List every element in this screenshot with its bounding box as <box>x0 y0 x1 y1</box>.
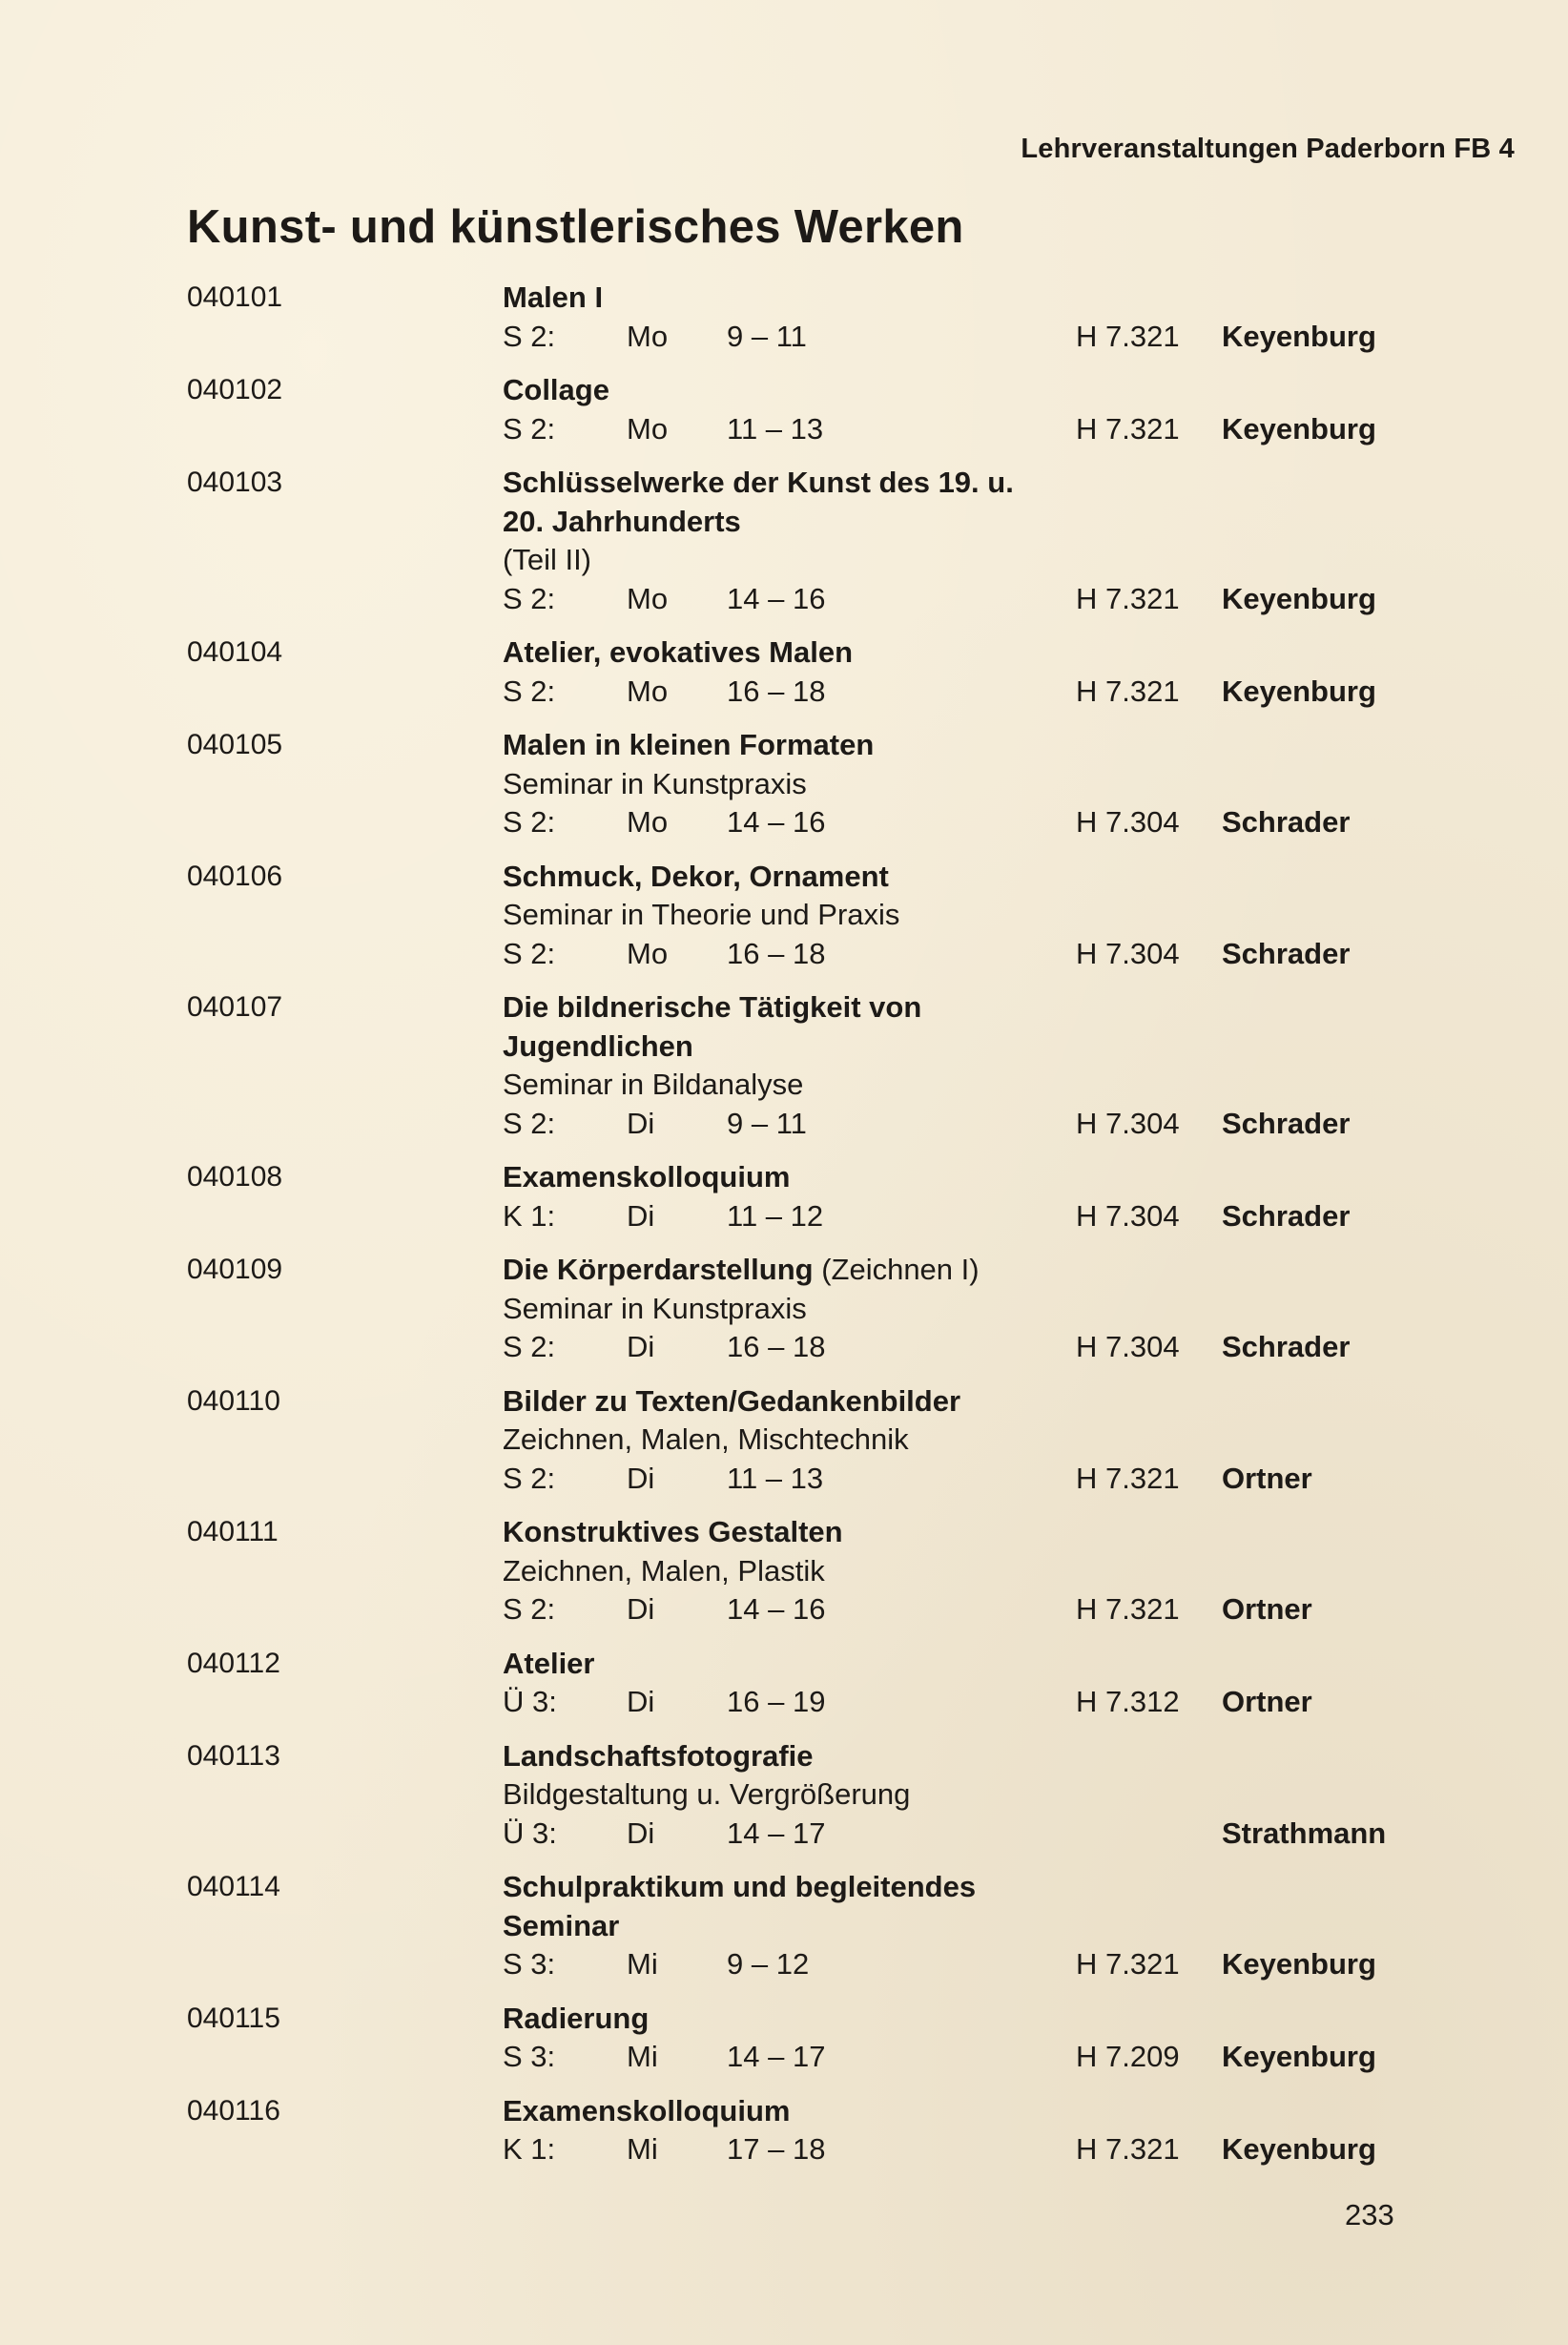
course-code: 040115 <box>187 2002 280 2034</box>
course-entry <box>0 2092 1568 2169</box>
course-entry <box>0 1513 1568 1629</box>
course-lecturer: Ortner <box>1222 1461 1312 1495</box>
course-title-line <box>0 1158 1568 1197</box>
course-title <box>503 503 741 541</box>
course-room: H 7.321 <box>1076 2132 1180 2166</box>
course-title <box>503 1737 814 1775</box>
course-title-line <box>0 464 1568 503</box>
course-schedule <box>0 1590 1568 1629</box>
course-room: H 7.304 <box>1076 1330 1180 1363</box>
course-room: H 7.312 <box>1076 1685 1180 1718</box>
course-schedule <box>0 935 1568 974</box>
course-time: 9 – 12 <box>727 1947 810 1981</box>
course-schedule <box>0 1683 1568 1722</box>
course-type: K 1: <box>503 2132 556 2166</box>
course-schedule <box>0 1460 1568 1499</box>
course-room: H 7.304 <box>1076 1198 1180 1233</box>
course-schedule <box>0 1815 1568 1854</box>
course-subtitle: Zeichnen, Malen, Mischtechnik <box>503 1422 909 1456</box>
course-title-text: Examenskolloquium <box>503 2093 791 2127</box>
course-subtitle-line <box>0 1775 1568 1815</box>
course-room: H 7.209 <box>1076 2040 1180 2073</box>
course-time: 16 – 19 <box>727 1685 826 1718</box>
course-title-text: Landschaftsfotografie <box>503 1738 814 1773</box>
course-time: 16 – 18 <box>727 674 826 708</box>
course-schedule <box>0 410 1568 449</box>
course-day: Mo <box>627 936 669 970</box>
course-day: Di <box>627 1330 655 1363</box>
course-room: H 7.304 <box>1076 1106 1180 1140</box>
course-time: 9 – 11 <box>727 319 807 353</box>
course-entry <box>0 1251 1568 1367</box>
course-entry <box>0 988 1568 1143</box>
course-title-line <box>0 1645 1568 1684</box>
course-room: H 7.321 <box>1076 1461 1180 1495</box>
course-lecturer: Keyenburg <box>1222 1947 1376 1981</box>
course-room: H 7.321 <box>1076 1592 1180 1626</box>
course-title <box>503 371 609 409</box>
course-subtitle-line <box>0 1421 1568 1460</box>
course-type: Ü 3: <box>503 1816 557 1850</box>
course-title-text: Jugendlichen <box>503 1028 693 1063</box>
course-schedule <box>0 2130 1568 2169</box>
course-lecturer: Schrader <box>1222 1106 1351 1140</box>
course-title-text: Atelier <box>503 1646 595 1680</box>
course-type: S 2: <box>503 805 556 839</box>
course-day: Mo <box>627 411 669 446</box>
course-time: 14 – 16 <box>727 581 826 615</box>
course-subtitle-line <box>0 1290 1568 1329</box>
course-lecturer: Strathmann <box>1222 1816 1387 1850</box>
section-title: Kunst- und künstlerisches Werken <box>187 201 964 253</box>
course-room: H 7.321 <box>1076 411 1180 446</box>
course-title-line <box>0 279 1568 318</box>
course-title <box>503 2000 649 2038</box>
course-title-text: Die Körperdarstellung <box>503 1253 814 1286</box>
course-title <box>503 1645 594 1683</box>
course-subtitle-line <box>0 1066 1568 1105</box>
course-title-line <box>0 2000 1568 2039</box>
course-subtitle: (Teil II) <box>503 543 591 576</box>
running-header: Lehrveranstaltungen Paderborn FB 4 <box>1021 134 1515 164</box>
course-schedule <box>0 580 1568 619</box>
course-lecturer: Keyenburg <box>1222 2132 1376 2166</box>
course-type: S 2: <box>503 1461 556 1495</box>
course-subtitle: Bildgestaltung u. Vergrößerung <box>503 1777 911 1811</box>
course-subtitle-line <box>0 1552 1568 1591</box>
course-code: 040112 <box>187 1647 280 1679</box>
course-type: S 2: <box>503 411 556 446</box>
course-title-line <box>0 858 1568 897</box>
course-time: 9 – 11 <box>727 1106 807 1140</box>
course-title-text: 20. Jahrhunderts <box>503 504 741 538</box>
course-schedule <box>0 803 1568 842</box>
course-type: S 2: <box>503 1106 556 1140</box>
page-number: 233 <box>1345 2198 1394 2231</box>
course-title-line <box>0 988 1568 1027</box>
course-schedule <box>0 1328 1568 1367</box>
course-code: 040103 <box>187 467 283 498</box>
course-code: 040104 <box>187 636 283 668</box>
course-room: H 7.321 <box>1076 319 1180 353</box>
course-title <box>503 1027 693 1066</box>
course-code: 040108 <box>187 1161 283 1193</box>
course-day: Mo <box>627 319 669 353</box>
course-title-line <box>0 726 1568 765</box>
course-title <box>503 279 603 317</box>
course-type: S 2: <box>503 936 556 970</box>
course-title <box>503 633 853 672</box>
course-list <box>0 279 1568 2185</box>
course-time: 14 – 16 <box>727 1592 826 1626</box>
course-day: Di <box>627 1106 655 1140</box>
course-room: H 7.304 <box>1076 936 1180 970</box>
course-entry <box>0 279 1568 356</box>
course-time: 16 – 18 <box>727 1330 826 1363</box>
course-subtitle-line <box>0 765 1568 804</box>
course-time: 11 – 13 <box>727 1461 824 1495</box>
course-entry <box>0 1382 1568 1499</box>
course-title-line <box>0 371 1568 410</box>
course-lecturer: Schrader <box>1222 805 1351 839</box>
course-subtitle: Seminar in Bildanalyse <box>503 1068 804 1101</box>
course-schedule <box>0 318 1568 357</box>
course-entry <box>0 1737 1568 1854</box>
course-subtitle-line <box>0 896 1568 935</box>
course-title-suffix: (Zeichnen I) <box>821 1253 980 1286</box>
course-code: 040101 <box>187 281 283 313</box>
course-title-line <box>0 633 1568 673</box>
course-title-text: Seminar <box>503 1908 620 1942</box>
course-title <box>503 858 889 896</box>
course-title <box>503 464 1014 502</box>
course-type: S 3: <box>503 2040 556 2073</box>
course-day: Di <box>627 1816 655 1850</box>
course-lecturer: Schrader <box>1222 936 1351 970</box>
course-title-text: Malen I <box>503 280 604 314</box>
course-subtitle: Seminar in Kunstpraxis <box>503 1291 807 1325</box>
course-lecturer: Ortner <box>1222 1685 1312 1718</box>
course-code: 040113 <box>187 1739 280 1772</box>
course-time: 14 – 16 <box>727 805 826 839</box>
course-title <box>503 1868 976 1906</box>
course-code: 040111 <box>187 1516 279 1547</box>
course-room: H 7.321 <box>1076 1947 1180 1981</box>
course-day: Mi <box>627 2132 658 2166</box>
course-schedule <box>0 1105 1568 1144</box>
course-day: Mo <box>627 674 669 708</box>
course-lecturer: Keyenburg <box>1222 2040 1376 2073</box>
course-title-line <box>0 1027 1568 1067</box>
course-title-line <box>0 1907 1568 1946</box>
course-day: Di <box>627 1198 655 1233</box>
course-lecturer: Schrader <box>1222 1198 1351 1233</box>
course-room: H 7.321 <box>1076 674 1180 708</box>
course-title-text: Collage <box>503 373 609 406</box>
course-type: S 2: <box>503 1592 556 1626</box>
course-title-text: Konstruktives Gestalten <box>503 1515 843 1548</box>
course-code: 040116 <box>187 2094 280 2127</box>
course-schedule <box>0 1197 1568 1236</box>
course-title-line <box>0 1382 1568 1422</box>
course-title-text: Schulpraktikum und begleitendes <box>503 1870 977 1903</box>
course-title-line <box>0 1251 1568 1290</box>
course-code: 040110 <box>187 1384 280 1417</box>
course-title-text: Die bildnerische Tätigkeit von <box>503 990 922 1024</box>
course-schedule <box>0 2038 1568 2077</box>
course-title <box>503 1158 790 1196</box>
course-day: Di <box>627 1461 655 1495</box>
course-entry <box>0 726 1568 842</box>
course-entry <box>0 2000 1568 2077</box>
course-lecturer: Schrader <box>1222 1330 1351 1363</box>
course-subtitle-line <box>0 541 1568 580</box>
course-title-line <box>0 1737 1568 1776</box>
course-type: S 2: <box>503 1330 556 1363</box>
course-entry <box>0 858 1568 974</box>
course-code: 040114 <box>187 1871 280 1902</box>
course-lecturer: Keyenburg <box>1222 319 1376 353</box>
course-title <box>503 988 921 1027</box>
course-title-text: Schlüsselwerke der Kunst des 19. u. <box>503 466 1014 499</box>
course-time: 11 – 12 <box>727 1198 824 1233</box>
course-day: Mo <box>627 805 669 839</box>
course-day: Di <box>627 1592 655 1626</box>
course-time: 14 – 17 <box>727 2040 826 2073</box>
course-subtitle: Zeichnen, Malen, Plastik <box>503 1553 825 1588</box>
course-title-line <box>0 1868 1568 1907</box>
course-room: H 7.321 <box>1076 581 1180 615</box>
course-room: H 7.304 <box>1076 805 1180 839</box>
course-type: S 2: <box>503 674 556 708</box>
course-code: 040106 <box>187 860 283 892</box>
course-entry <box>0 1645 1568 1722</box>
course-title-line <box>0 2092 1568 2131</box>
course-lecturer: Keyenburg <box>1222 581 1376 615</box>
course-day: Mi <box>627 2040 658 2073</box>
course-type: S 2: <box>503 581 556 615</box>
course-title-text: Radierung <box>503 2001 650 2035</box>
course-day: Di <box>627 1685 655 1718</box>
course-entry <box>0 371 1568 448</box>
course-title-line <box>0 503 1568 542</box>
course-lecturer: Keyenburg <box>1222 674 1376 708</box>
course-time: 17 – 18 <box>727 2132 826 2166</box>
course-schedule <box>0 673 1568 712</box>
course-time: 11 – 13 <box>727 411 824 446</box>
course-type: S 3: <box>503 1947 556 1981</box>
course-code: 040102 <box>187 374 283 405</box>
course-title-text: Schmuck, Dekor, Ornament <box>503 859 889 893</box>
course-day: Mi <box>627 1947 658 1981</box>
course-type: K 1: <box>503 1198 556 1233</box>
course-title-line <box>0 1513 1568 1552</box>
course-code: 040105 <box>187 729 283 760</box>
course-schedule <box>0 1945 1568 1984</box>
course-lecturer: Keyenburg <box>1222 411 1376 446</box>
course-type: Ü 3: <box>503 1685 557 1718</box>
course-title <box>503 726 874 764</box>
course-entry <box>0 1868 1568 1984</box>
course-subtitle: Seminar in Theorie und Praxis <box>503 898 900 931</box>
course-time: 14 – 17 <box>727 1816 826 1850</box>
course-lecturer: Ortner <box>1222 1592 1312 1626</box>
course-code: 040107 <box>187 991 283 1023</box>
course-title-text: Malen in kleinen Formaten <box>503 728 875 761</box>
course-time: 16 – 18 <box>727 936 826 970</box>
course-entry <box>0 464 1568 618</box>
course-title <box>503 1907 619 1945</box>
course-title <box>503 2092 790 2130</box>
course-title <box>503 1513 843 1551</box>
course-title-text: Examenskolloquium <box>503 1160 791 1193</box>
course-subtitle: Seminar in Kunstpraxis <box>503 766 807 800</box>
course-entry <box>0 1158 1568 1235</box>
course-entry <box>0 633 1568 711</box>
course-title <box>503 1251 980 1289</box>
course-code: 040109 <box>187 1254 283 1285</box>
course-type: S 2: <box>503 319 556 353</box>
course-title <box>503 1382 960 1421</box>
course-title-text: Atelier, evokatives Malen <box>503 635 854 669</box>
course-title-text: Bilder zu Texten/Gedankenbilder <box>503 1383 961 1418</box>
course-day: Mo <box>627 581 669 615</box>
